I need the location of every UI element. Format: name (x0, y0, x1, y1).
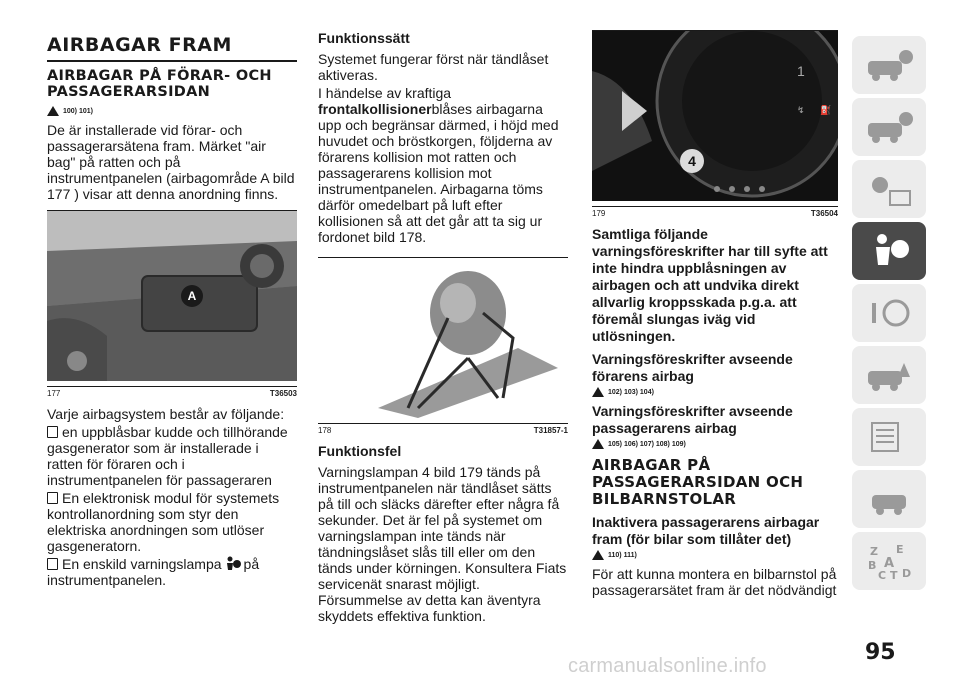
intro-paragraph: De är installerade vid förar- och passagerarsätena fram. Märket "air bag" på ratten och på instrumentpanelen (airbagområde A bild 177 ) visar att denna anordning finns. (47, 122, 295, 202)
dashboard-photo-177 (47, 211, 297, 381)
warning-triangle-icon (592, 550, 604, 560)
chapter-tabs (852, 36, 926, 594)
fault-paragraph: Varningslampan 4 bild 179 tänds på instrumentpanelen när tändlåset sätts på till och släcks därefter efter några få sekunder. Det är fel på systemet om varningslampan inte tänds när tändningslåset slås till eller om den tänds under körningen. Konsultera Fiats servicenät snarast möjligt. Försummelse av detta kan äventyra skyddets effektiva funktion. (318, 464, 567, 624)
svg-text:B: B (868, 559, 877, 572)
bullet-icon (47, 558, 58, 570)
warning-triangle-icon (47, 106, 59, 116)
bullet-3: En enskild varningslampa på instrumentpanelen. (47, 556, 260, 588)
bullet-2: En elektronisk modul för systemets kontrollanordning som styr den elektriska anordningen som utlöser gasgeneratorn. (47, 490, 280, 554)
heading-function: Funktionssätt (318, 30, 410, 46)
figure-number: 177 (47, 389, 61, 398)
tab-car-breakdown[interactable] (852, 346, 926, 404)
tab-airbag-seat[interactable] (852, 222, 926, 280)
heading-passenger-warnings: Varningsföreskrifter avseende passagerarens airbag (592, 403, 793, 436)
heading-driver-warnings: Varningsföreskrifter avseende förarens airbag (592, 351, 793, 384)
figure-177-caption (47, 387, 297, 398)
index-icon (864, 541, 914, 581)
figure-178-caption: 178 T31857-1 (318, 426, 568, 435)
warning-ref-passenger: 105) 106) 107) 108) 109) (592, 439, 838, 449)
car-icon-small (864, 481, 914, 517)
watermark: carmanualsonline.info (568, 655, 767, 677)
tab-light-indicator[interactable] (852, 160, 926, 218)
tab-car-warning[interactable] (852, 98, 926, 156)
components-intro: Varje airbagsystem består av följande: (47, 406, 285, 422)
svg-text:T: T (890, 569, 898, 581)
warning-triangle-icon (592, 439, 604, 449)
figure-179 (592, 30, 838, 218)
func-paragraph-2: I händelse av kraftiga frontalkollisionerblåses airbagarna upp och begränsar därmed, i höjd med huvudet och bröstkorgen, följderna av förarens kollision mot ratten och passagerarens kollision mot instrumentpanelen. Airbagarna töms därför omedelbart på luft efter kollisionen så att det går att ta sig ur fordonet bild 178. (318, 85, 559, 245)
svg-text:⛽: ⛽ (820, 105, 832, 115)
warning-ref: 100) 101) (47, 106, 297, 116)
bullet-1: en uppblåsbar kudde och tillhörande gasgenerator som är installerade i ratten för föraren och i instrumentpanelen för passageraren (47, 424, 288, 488)
warning-triangle-icon (592, 387, 604, 397)
light-indicator-icon (864, 171, 914, 207)
figure-code: T36503 (269, 389, 297, 398)
key-steering-icon (864, 295, 914, 331)
service-list-icon (864, 419, 914, 455)
airbag-warning-icon (224, 556, 242, 572)
bullet-icon (47, 492, 58, 504)
column-3 (592, 30, 838, 600)
tab-car[interactable] (852, 470, 926, 528)
svg-text:A: A (884, 556, 895, 571)
column-2 (318, 30, 568, 626)
car-info-icon (864, 47, 914, 83)
section-heading-front-airbags: AIRBAGAR PÅ FÖRAR- OCH PASSAGERARSIDAN (47, 68, 272, 100)
label-4: 4 (688, 153, 696, 169)
tab-key-steering[interactable] (852, 284, 926, 342)
section-heading-child-seats: AIRBAGAR PÅ PASSAGERARSIDAN OCH BILBARNSTOLAR (592, 456, 804, 508)
svg-text:Z: Z (870, 545, 878, 558)
warning-ref-driver: 102) 103) 104) (592, 387, 838, 397)
page-title: AIRBAGAR FRAM (47, 34, 232, 56)
page-number: 95 (865, 640, 896, 665)
svg-text:↯: ↯ (797, 105, 805, 115)
figure-179-caption: 179 T36504 (592, 209, 838, 218)
airbag-deployment-illustration-178 (318, 258, 568, 418)
tab-index[interactable] (852, 532, 926, 590)
label-a: A (187, 289, 197, 303)
svg-text:1: 1 (797, 63, 805, 79)
last-paragraph: För att kunna montera en bilbarnstol på passagerarsätet fram är det nödvändigt (592, 566, 837, 598)
figure-177 (47, 210, 297, 398)
airbag-seat-icon (864, 231, 914, 271)
car-warning-icon (864, 109, 914, 145)
column-1 (47, 30, 297, 590)
instrument-cluster-photo-179 (592, 31, 838, 201)
heading-all-warnings: Samtliga följande varningsföreskrifter har till syfte att inte hindra uppblåsningen av airbagen och att undvika direkt allvarlig kroppsskada p.g.a. att föremål slungas iväg vid utlösningen. (592, 226, 828, 344)
tab-service-list[interactable] (852, 408, 926, 466)
car-breakdown-icon (864, 357, 914, 393)
warning-ref-deactivate: 110) 111) (592, 550, 838, 560)
svg-text:C: C (878, 569, 887, 581)
figure-178 (318, 257, 568, 435)
svg-text:E: E (896, 543, 904, 556)
title-rule (47, 60, 297, 62)
func-paragraph-1: Systemet fungerar först när tändlåset aktiveras. (318, 51, 549, 83)
bullet-icon (47, 426, 58, 438)
tab-car-info[interactable] (852, 36, 926, 94)
svg-text:D: D (902, 567, 912, 580)
heading-deactivate: Inaktivera passagerarens airbagar fram (för bilar som tillåter det) (592, 514, 820, 547)
heading-fault: Funktionsfel (318, 443, 402, 459)
